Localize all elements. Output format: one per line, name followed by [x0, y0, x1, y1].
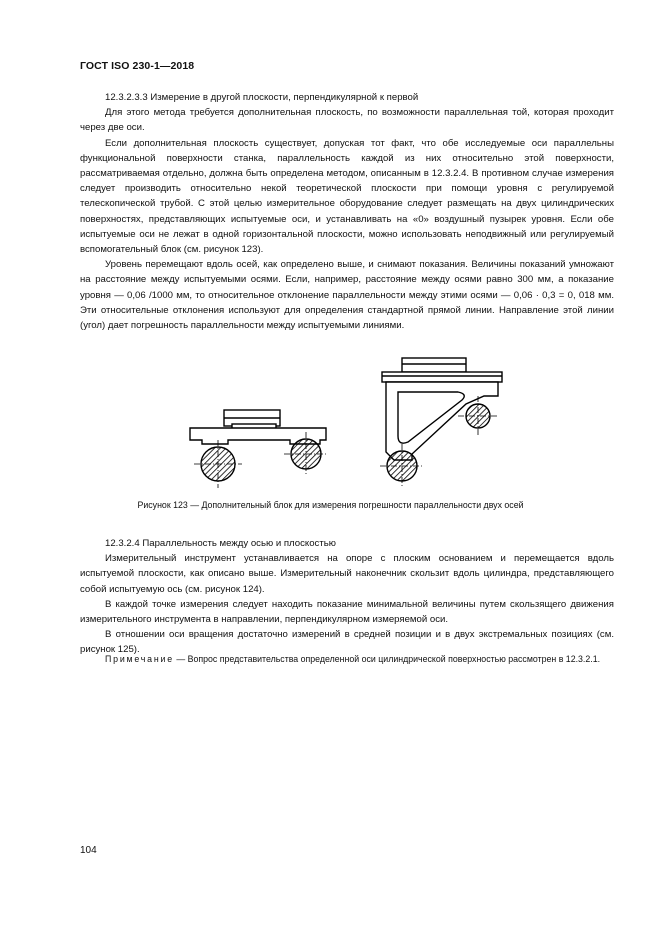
section-heading: 12.3.2.4 Параллельность между осью и плоскостью: [105, 538, 336, 549]
paragraph: Уровень перемещают вдоль осей, как определено выше, и снимают показания. Величины показаний умножают на расстояние между испытуемыми осями. Если, например, расстояние между осями равно 300 мм, а показание уровня — 0,06 /1000 мм, то относительное отклонение параллельности между этими осями — 0,06 · 0,3 = 0, 018 мм. Эти относительные отклонения используют для определения стандартной прямой линии. Направление этой линии (угол) дает погрешность параллельности между испытуемыми линиями.: [80, 259, 614, 332]
page-number: 104: [80, 845, 97, 856]
note-label: Примечание: [105, 654, 174, 664]
paragraph: В отношении оси вращения достаточно измерений в средней позиции и в двух экстремальных позициях (см. рисунок 125).: [80, 629, 614, 656]
figure-123: [180, 352, 520, 492]
note-text: — Вопрос представительства определенной оси цилиндрической поверхностью рассмотрен в 12.3.2.1.: [173, 654, 601, 664]
section-12-3-2-3-3: [80, 90, 614, 333]
paragraph: Для этого метода требуется дополнительная плоскость, по возможности параллельная той, которая проходит через две оси.: [80, 107, 614, 134]
paragraph: Если дополнительная плоскость существует, допуская тот факт, что обе исследуемые оси параллельны функциональной поверхности станка, параллельность каждой из них относительно этой поверхности, рассматриваемая отдельно, должна быть определена методом, описанным в 12.3.2.4. В противном случае измерения следует производить относительно некой теоретической плоскости при помощи уровня с регулируемой телескопической трубой. С этой целью измерительное оборудование следует размещать на двух цилиндрических поверхностях, представляющих испытуемые оси, и устанавливать на «0» воздушный пузырек уровня. Если обе испытуемые оси не лежат в одной горизонтальной плоскости, можно использовать неподвижный или регулируемый вспомогательный блок (см. рисунок 123).: [80, 137, 614, 256]
note: [80, 652, 614, 667]
section-heading: 12.3.2.3.3 Измерение в другой плоскости, перпендикулярной к первой: [105, 92, 419, 103]
section-12-3-2-4: [80, 536, 614, 658]
document-header: ГОСТ ISO 230-1—2018: [80, 60, 195, 72]
fixed-block-diagram: [190, 410, 328, 488]
paragraph: Измерительный инструмент устанавливается на опоре с плоским основанием и перемещается вдоль испытуемой плоскости, как описано выше. Измерительный наконечник скользит вдоль цилиндра, представляющего собой испытуемую ось (см. рисунок 124).: [80, 553, 614, 595]
figure-caption: Рисунок 123 — Дополнительный блок для измерения погрешности параллельности двух осей: [137, 500, 524, 510]
adjustable-block-diagram: [380, 358, 502, 488]
auxiliary-block-drawing: [180, 352, 520, 492]
paragraph: В каждой точке измерения следует находить показание минимальной величины путем скользящего движения измерительного инструмента в направлении, перпендикулярном измеряемой оси.: [80, 598, 614, 626]
